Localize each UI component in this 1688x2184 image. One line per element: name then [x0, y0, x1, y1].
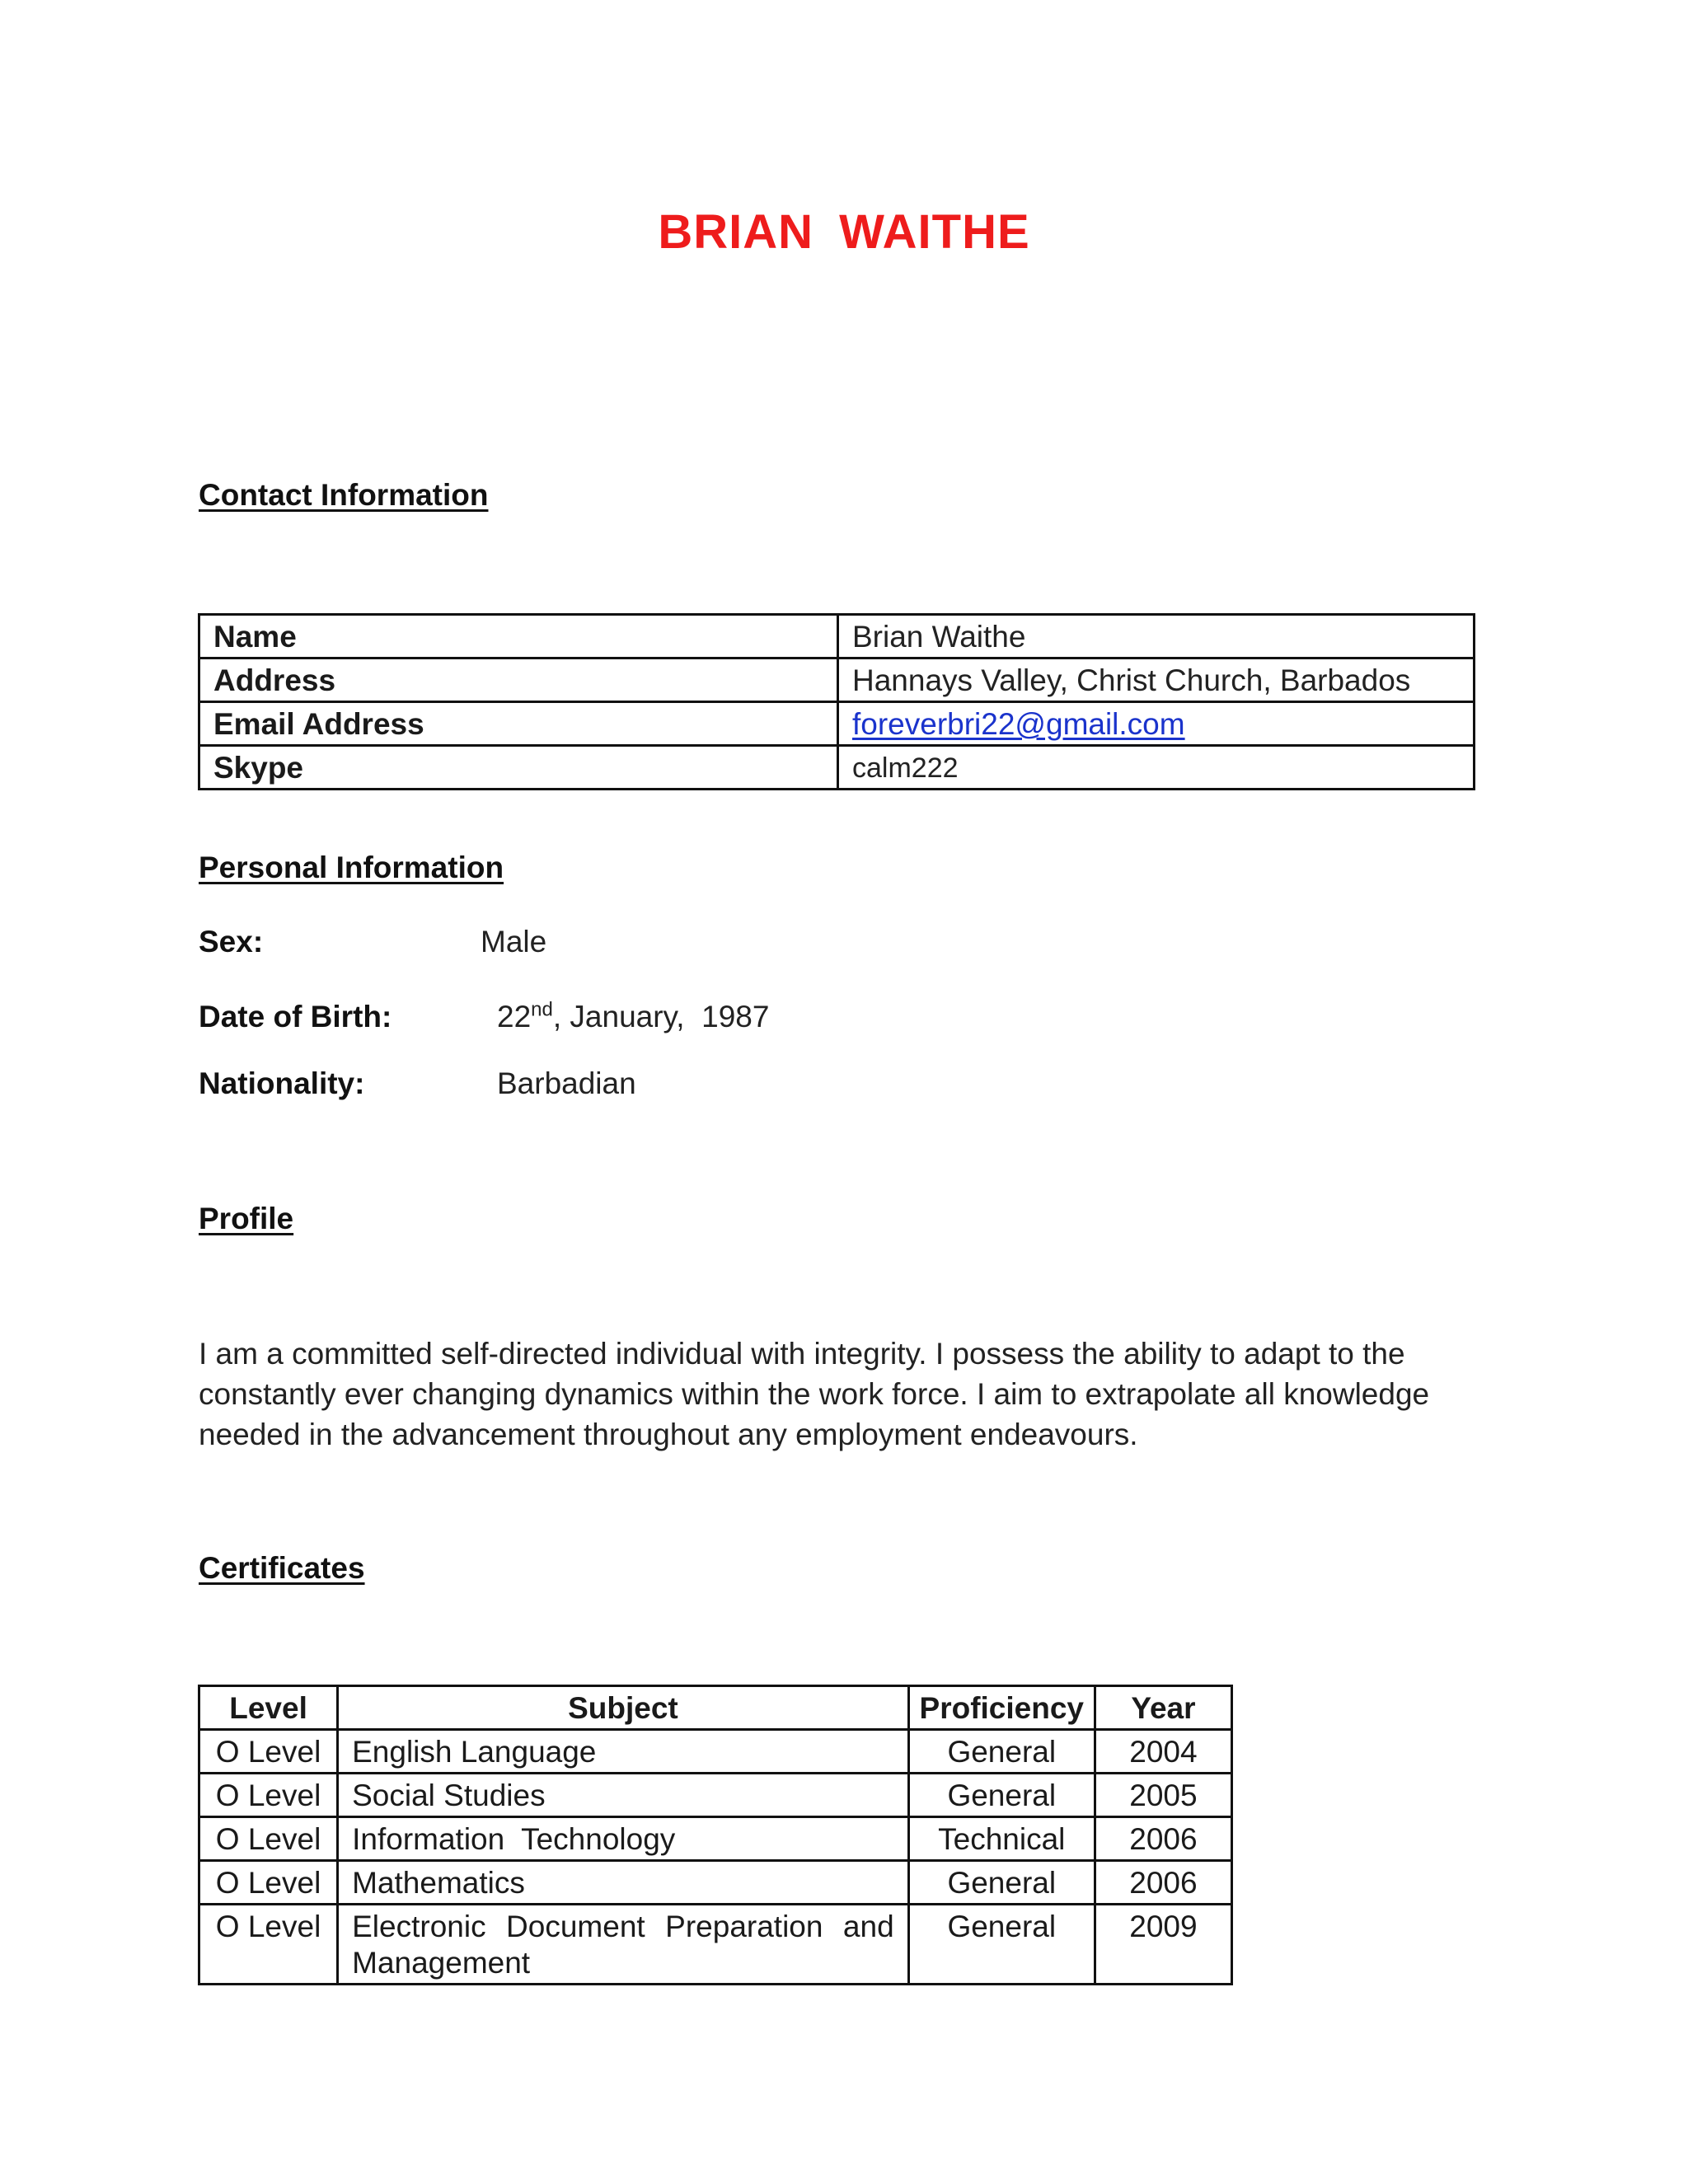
table-row: [199, 1774, 1232, 1817]
contact-row-email: [199, 702, 1475, 746]
cert-subject: Mathematics: [338, 1861, 909, 1905]
personal-nationality-row: [199, 1066, 636, 1101]
cert-level: O Level: [199, 1905, 338, 1985]
sex-label: Sex:: [199, 925, 264, 958]
col-header-level: Level: [199, 1686, 338, 1730]
contact-row-name: [199, 615, 1475, 658]
col-header-year: Year: [1095, 1686, 1231, 1730]
dob-rest: , January, 1987: [552, 1000, 770, 1033]
personal-dob-row: [199, 998, 770, 1034]
cert-proficiency: General: [908, 1861, 1095, 1905]
cert-year: 2006: [1095, 1817, 1231, 1861]
dob-value: [497, 1000, 769, 1034]
cert-year: 2009: [1095, 1905, 1231, 1985]
certificates-table: [198, 1685, 1233, 1985]
cert-subject: Information Technology: [338, 1817, 909, 1861]
cert-subject: English Language: [338, 1730, 909, 1774]
cert-proficiency: General: [908, 1730, 1095, 1774]
table-row: [199, 1905, 1232, 1985]
cert-level: O Level: [199, 1817, 338, 1861]
personal-sex-row: [199, 925, 547, 959]
contact-label-email: Email Address: [199, 702, 838, 746]
profile-heading: Profile: [199, 1202, 294, 1235]
contact-value-name: Brian Waithe: [838, 615, 1475, 658]
cert-year: 2006: [1095, 1861, 1231, 1905]
nationality-value: Barbadian: [497, 1066, 636, 1100]
contact-table: [198, 613, 1475, 790]
cert-subject: Social Studies: [338, 1774, 909, 1817]
cert-level: O Level: [199, 1861, 338, 1905]
col-header-subject: Subject: [338, 1686, 909, 1730]
cert-proficiency: General: [908, 1774, 1095, 1817]
resume-title: BRIAN WAITHE: [658, 205, 1030, 259]
contact-value-address: Hannays Valley, Christ Church, Barbados: [838, 658, 1475, 702]
contact-value-email-cell: [838, 702, 1475, 746]
cert-subject: Electronic Document Preparation and Management: [338, 1905, 909, 1985]
sex-value: Male: [481, 925, 547, 958]
cert-level: O Level: [199, 1774, 338, 1817]
contact-label-address: Address: [199, 658, 838, 702]
dob-suffix: nd: [531, 998, 553, 1021]
nationality-label: Nationality:: [199, 1066, 365, 1100]
personal-heading: Personal Information: [199, 851, 504, 884]
contact-label-name: Name: [199, 615, 838, 658]
cert-proficiency: General: [908, 1905, 1095, 1985]
col-header-proficiency: Proficiency: [908, 1686, 1095, 1730]
contact-value-skype: calm222: [838, 746, 1475, 790]
email-link[interactable]: foreverbri22@gmail.com: [852, 707, 1185, 741]
dob-label: Date of Birth:: [199, 1000, 392, 1033]
contact-label-skype: Skype: [199, 746, 838, 790]
cert-proficiency: Technical: [908, 1817, 1095, 1861]
profile-text: I am a committed self-directed individual with integrity. I possess the ability to adapt to the constantly ever changing dynamics within the work force. I aim to extrapolate all knowledge needed in the advancement throughout any employment endeavours.: [199, 1337, 1430, 1451]
contact-row-skype: [199, 746, 1475, 790]
contact-row-address: [199, 658, 1475, 702]
table-row: [199, 1861, 1232, 1905]
certificates-heading: Certificates: [199, 1551, 365, 1585]
table-row: [199, 1817, 1232, 1861]
table-row: [199, 1730, 1232, 1774]
cert-year: 2005: [1095, 1774, 1231, 1817]
dob-day: 22: [497, 1000, 532, 1033]
contact-heading: Contact Information: [199, 478, 489, 512]
cert-level: O Level: [199, 1730, 338, 1774]
cert-year: 2004: [1095, 1730, 1231, 1774]
certificates-header-row: [199, 1686, 1232, 1730]
